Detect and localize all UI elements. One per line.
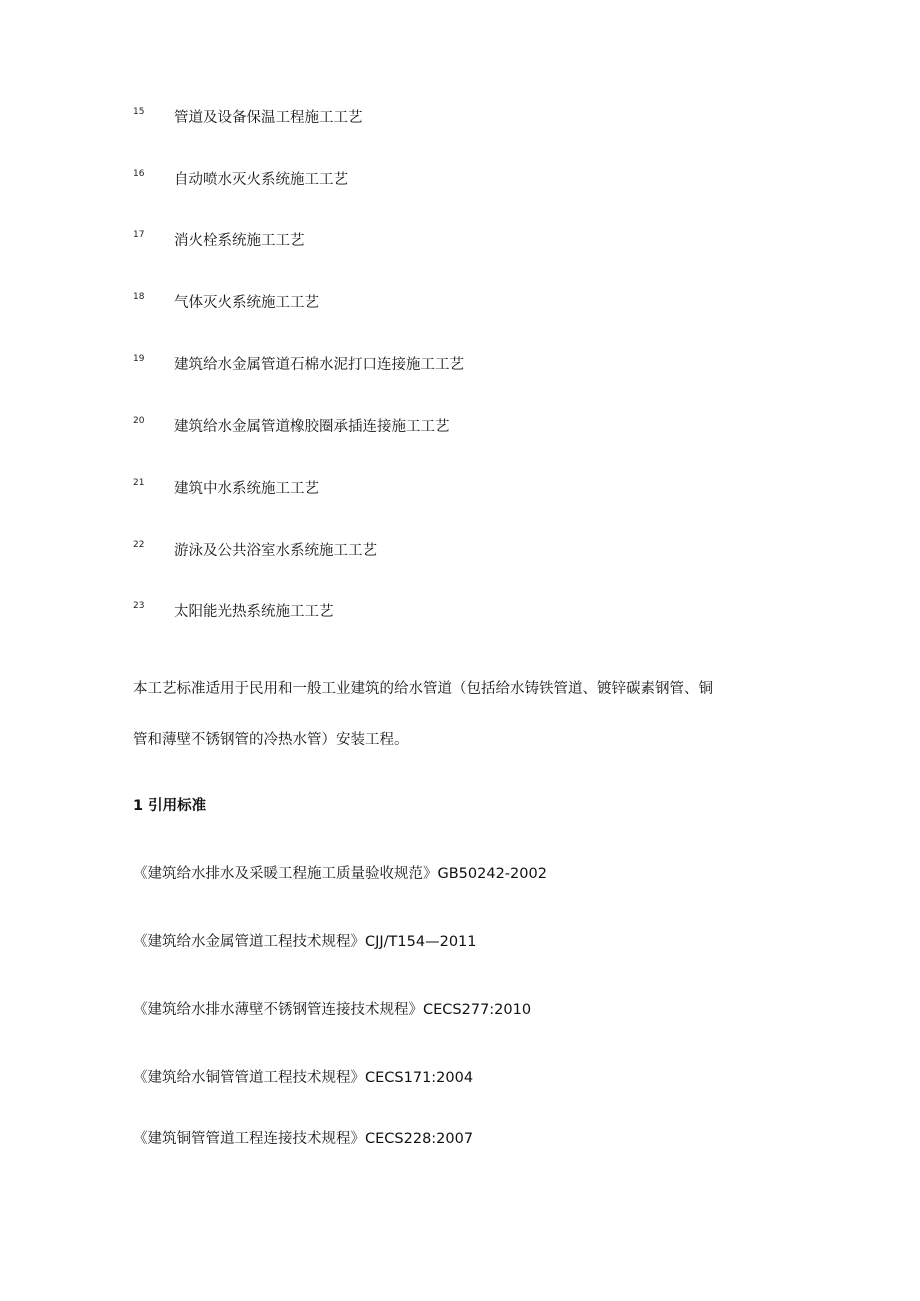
intro-paragraph-line: 管和薄壁不锈钢管的冷热水管）安装工程。 <box>133 732 409 748</box>
toc-item <box>133 477 833 501</box>
toc-item-title: 消火栓系统施工工艺 <box>174 233 305 249</box>
toc-item-number: 22 <box>133 540 145 550</box>
toc-item-title: 管道及设备保温工程施工工艺 <box>174 110 363 126</box>
toc-item-number: 19 <box>133 354 145 364</box>
toc-item-title: 气体灭火系统施工工艺 <box>174 295 319 311</box>
reference-standard: 《建筑给水铜管管道工程技术规程》CECS171:2004 <box>133 1070 474 1086</box>
toc-item-number: 15 <box>133 107 145 117</box>
toc-item <box>133 291 833 315</box>
reference-standard: 《建筑给水金属管道工程技术规程》CJJ/T154—2011 <box>133 934 477 950</box>
section-heading: 1 引用标准 <box>133 798 207 814</box>
toc-item <box>133 106 833 130</box>
toc-item <box>133 168 833 192</box>
toc-item-title: 建筑给水金属管道橡胶圈承插连接施工工艺 <box>174 419 450 435</box>
toc-item-number: 16 <box>133 169 145 179</box>
reference-standard: 《建筑给水排水薄壁不锈钢管连接技术规程》CECS277:2010 <box>133 1002 532 1018</box>
toc-item-title: 建筑中水系统施工工艺 <box>174 481 319 497</box>
toc-item-title: 游泳及公共浴室水系统施工工艺 <box>174 543 377 559</box>
reference-standard: 《建筑铜管管道工程连接技术规程》CECS228:2007 <box>133 1131 474 1147</box>
toc-item <box>133 539 833 563</box>
toc-item-number: 17 <box>133 230 145 240</box>
toc-item-number: 21 <box>133 478 145 488</box>
reference-standard: 《建筑给水排水及采暖工程施工质量验收规范》GB50242-2002 <box>133 866 547 882</box>
toc-item-number: 18 <box>133 292 145 302</box>
toc-item <box>133 600 833 624</box>
toc-item-title: 建筑给水金属管道石棉水泥打口连接施工工艺 <box>174 357 464 373</box>
toc-item-title: 自动喷水灭火系统施工工艺 <box>174 172 348 188</box>
intro-paragraph-line: 本工艺标准适用于民用和一般工业建筑的给水管道（包括给水铸铁管道、镀锌碳素钢管、铜 <box>133 681 713 697</box>
toc-item-number: 20 <box>133 416 145 426</box>
toc-item <box>133 415 833 439</box>
toc-item <box>133 353 833 377</box>
toc-item-title: 太阳能光热系统施工工艺 <box>174 604 334 620</box>
toc-item-number: 23 <box>133 601 145 611</box>
toc-item <box>133 229 833 253</box>
